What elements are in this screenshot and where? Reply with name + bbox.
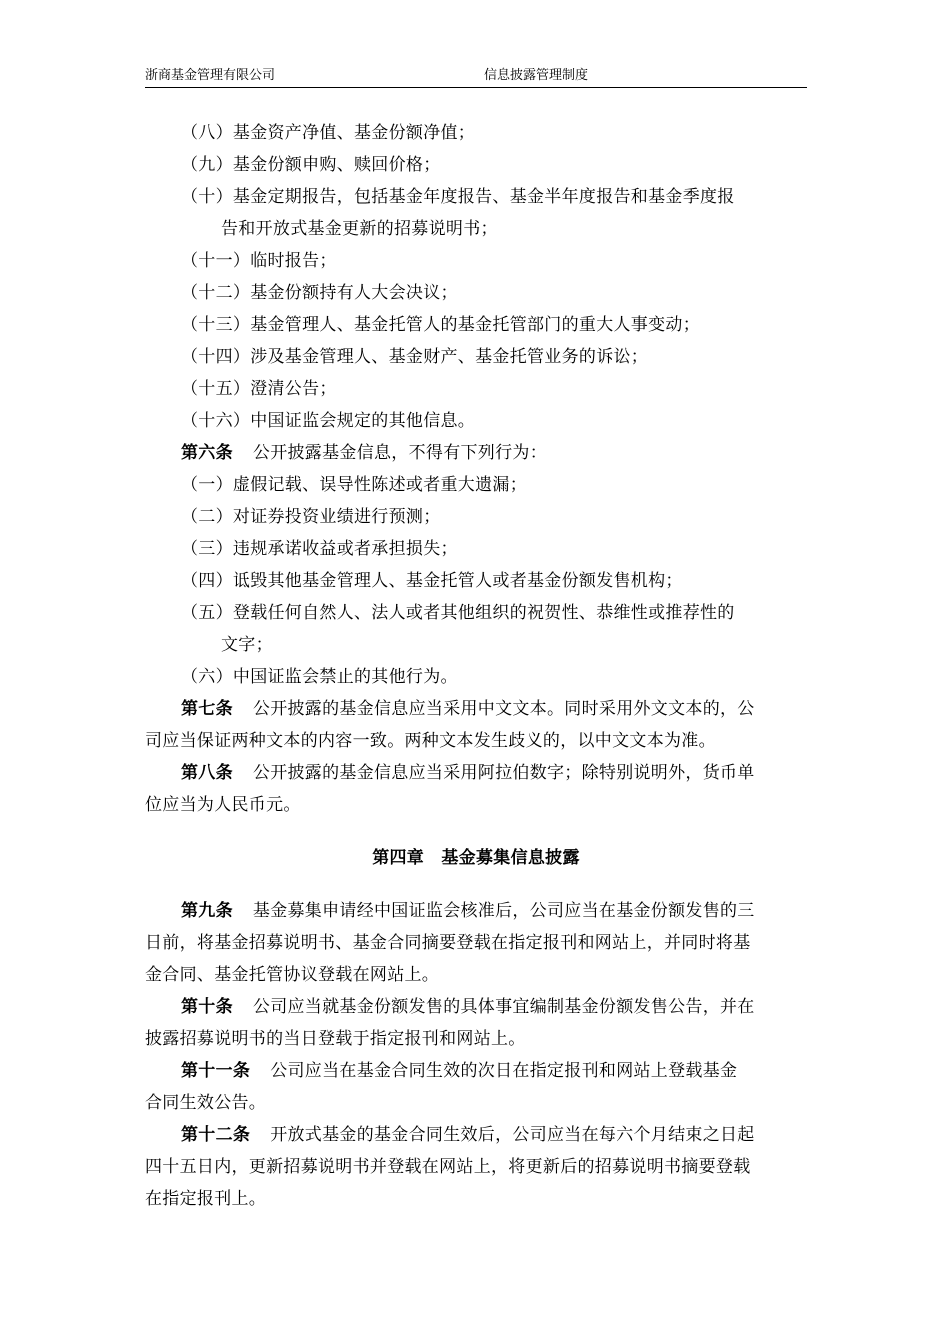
article-text-continuation: 四十五日内，更新招募说明书并登载在网站上，将更新后的招募说明书摘要登载 [145,1157,751,1177]
article-text-continuation: 司应当保证两种文本的内容一致。两种文本发生歧义的，以中文文本为准。 [145,731,716,751]
document-body [145,117,807,1215]
article-label: 第九条 [181,901,233,921]
article-label: 第十条 [181,997,233,1017]
list-item: （九）基金份额申购、赎回价格； [181,155,441,175]
article-7 [145,693,807,725]
article-text: 公司应当就基金份额发售的具体事宜编制基金份额发售公告，并在 [252,997,755,1017]
article-text: 基金募集申请经中国证监会核准后，公司应当在基金份额发售的三 [252,901,755,921]
article-label: 第六条 [181,443,233,463]
header-document-title: 信息披露管理制度 [484,68,589,83]
article-9 [145,895,807,927]
article-text: 公开披露基金信息，不得有下列行为： [252,443,548,463]
list-item: （十六）中国证监会规定的其他信息。 [181,411,476,431]
list-item: （八）基金资产净值、基金份额净值； [181,123,476,143]
list-item: （五）登载任何自然人、法人或者其他组织的祝贺性、恭维性或推荐性的 [181,603,735,623]
list-item: （六）中国证监会禁止的其他行为。 [181,667,458,687]
article-11 [145,1055,807,1087]
article-12 [145,1119,807,1151]
article-text-continuation: 金合同、基金托管协议登载在网站上。 [145,965,440,985]
list-item: （四）诋毁其他基金管理人、基金托管人或者基金份额发售机构； [181,571,683,591]
list-item: （十）基金定期报告，包括基金年度报告、基金半年度报告和基金季度报 [181,187,735,207]
list-item: （十二）基金份额持有人大会决议； [181,283,458,303]
article-10 [145,991,807,1023]
list-item: （十五）澄清公告； [181,379,337,399]
article-label: 第八条 [181,763,233,783]
chapter-heading: 第四章 基金募集信息披露 [372,848,580,868]
list-item: （三）违规承诺收益或者承担损失； [181,539,458,559]
article-6 [145,437,807,469]
list-item: （十三）基金管理人、基金托管人的基金托管部门的重大人事变动； [181,315,700,335]
article-text-continuation: 位应当为人民币元。 [145,795,301,815]
list-item: （一）虚假记载、误导性陈述或者重大遗漏； [181,475,527,495]
list-item: （十一）临时报告； [181,251,337,271]
list-item: （二）对证券投资业绩进行预测； [181,507,441,527]
page-header [145,68,807,88]
article-text: 公司应当在基金合同生效的次日在指定报刊和网站上登载基金 [270,1061,738,1081]
article-label: 第十二条 [181,1125,251,1145]
article-text-continuation: 在指定报刊上。 [145,1189,267,1209]
article-text: 开放式基金的基金合同生效后，公司应当在每六个月结束之日起 [270,1125,755,1145]
article-8 [145,757,807,789]
article-text-continuation: 合同生效公告。 [145,1093,267,1113]
list-item-continuation: 告和开放式基金更新的招募说明书； [221,219,498,239]
article-text: 公开披露的基金信息应当采用中文文本。同时采用外文文本的，公 [252,699,755,719]
list-item: （十四）涉及基金管理人、基金财产、基金托管业务的诉讼； [181,347,649,367]
article-text-continuation: 日前，将基金招募说明书、基金合同摘要登载在指定报刊和网站上，并同时将基 [145,933,751,953]
article-text: 公开披露的基金信息应当采用阿拉伯数字；除特别说明外，货币单 [252,763,755,783]
list-item-continuation: 文字； [221,635,273,655]
article-text-continuation: 披露招募说明书的当日登载于指定报刊和网站上。 [145,1029,526,1049]
header-company-name: 浙商基金管理有限公司 [145,68,276,83]
article-label: 第十一条 [181,1061,251,1081]
article-label: 第七条 [181,699,233,719]
